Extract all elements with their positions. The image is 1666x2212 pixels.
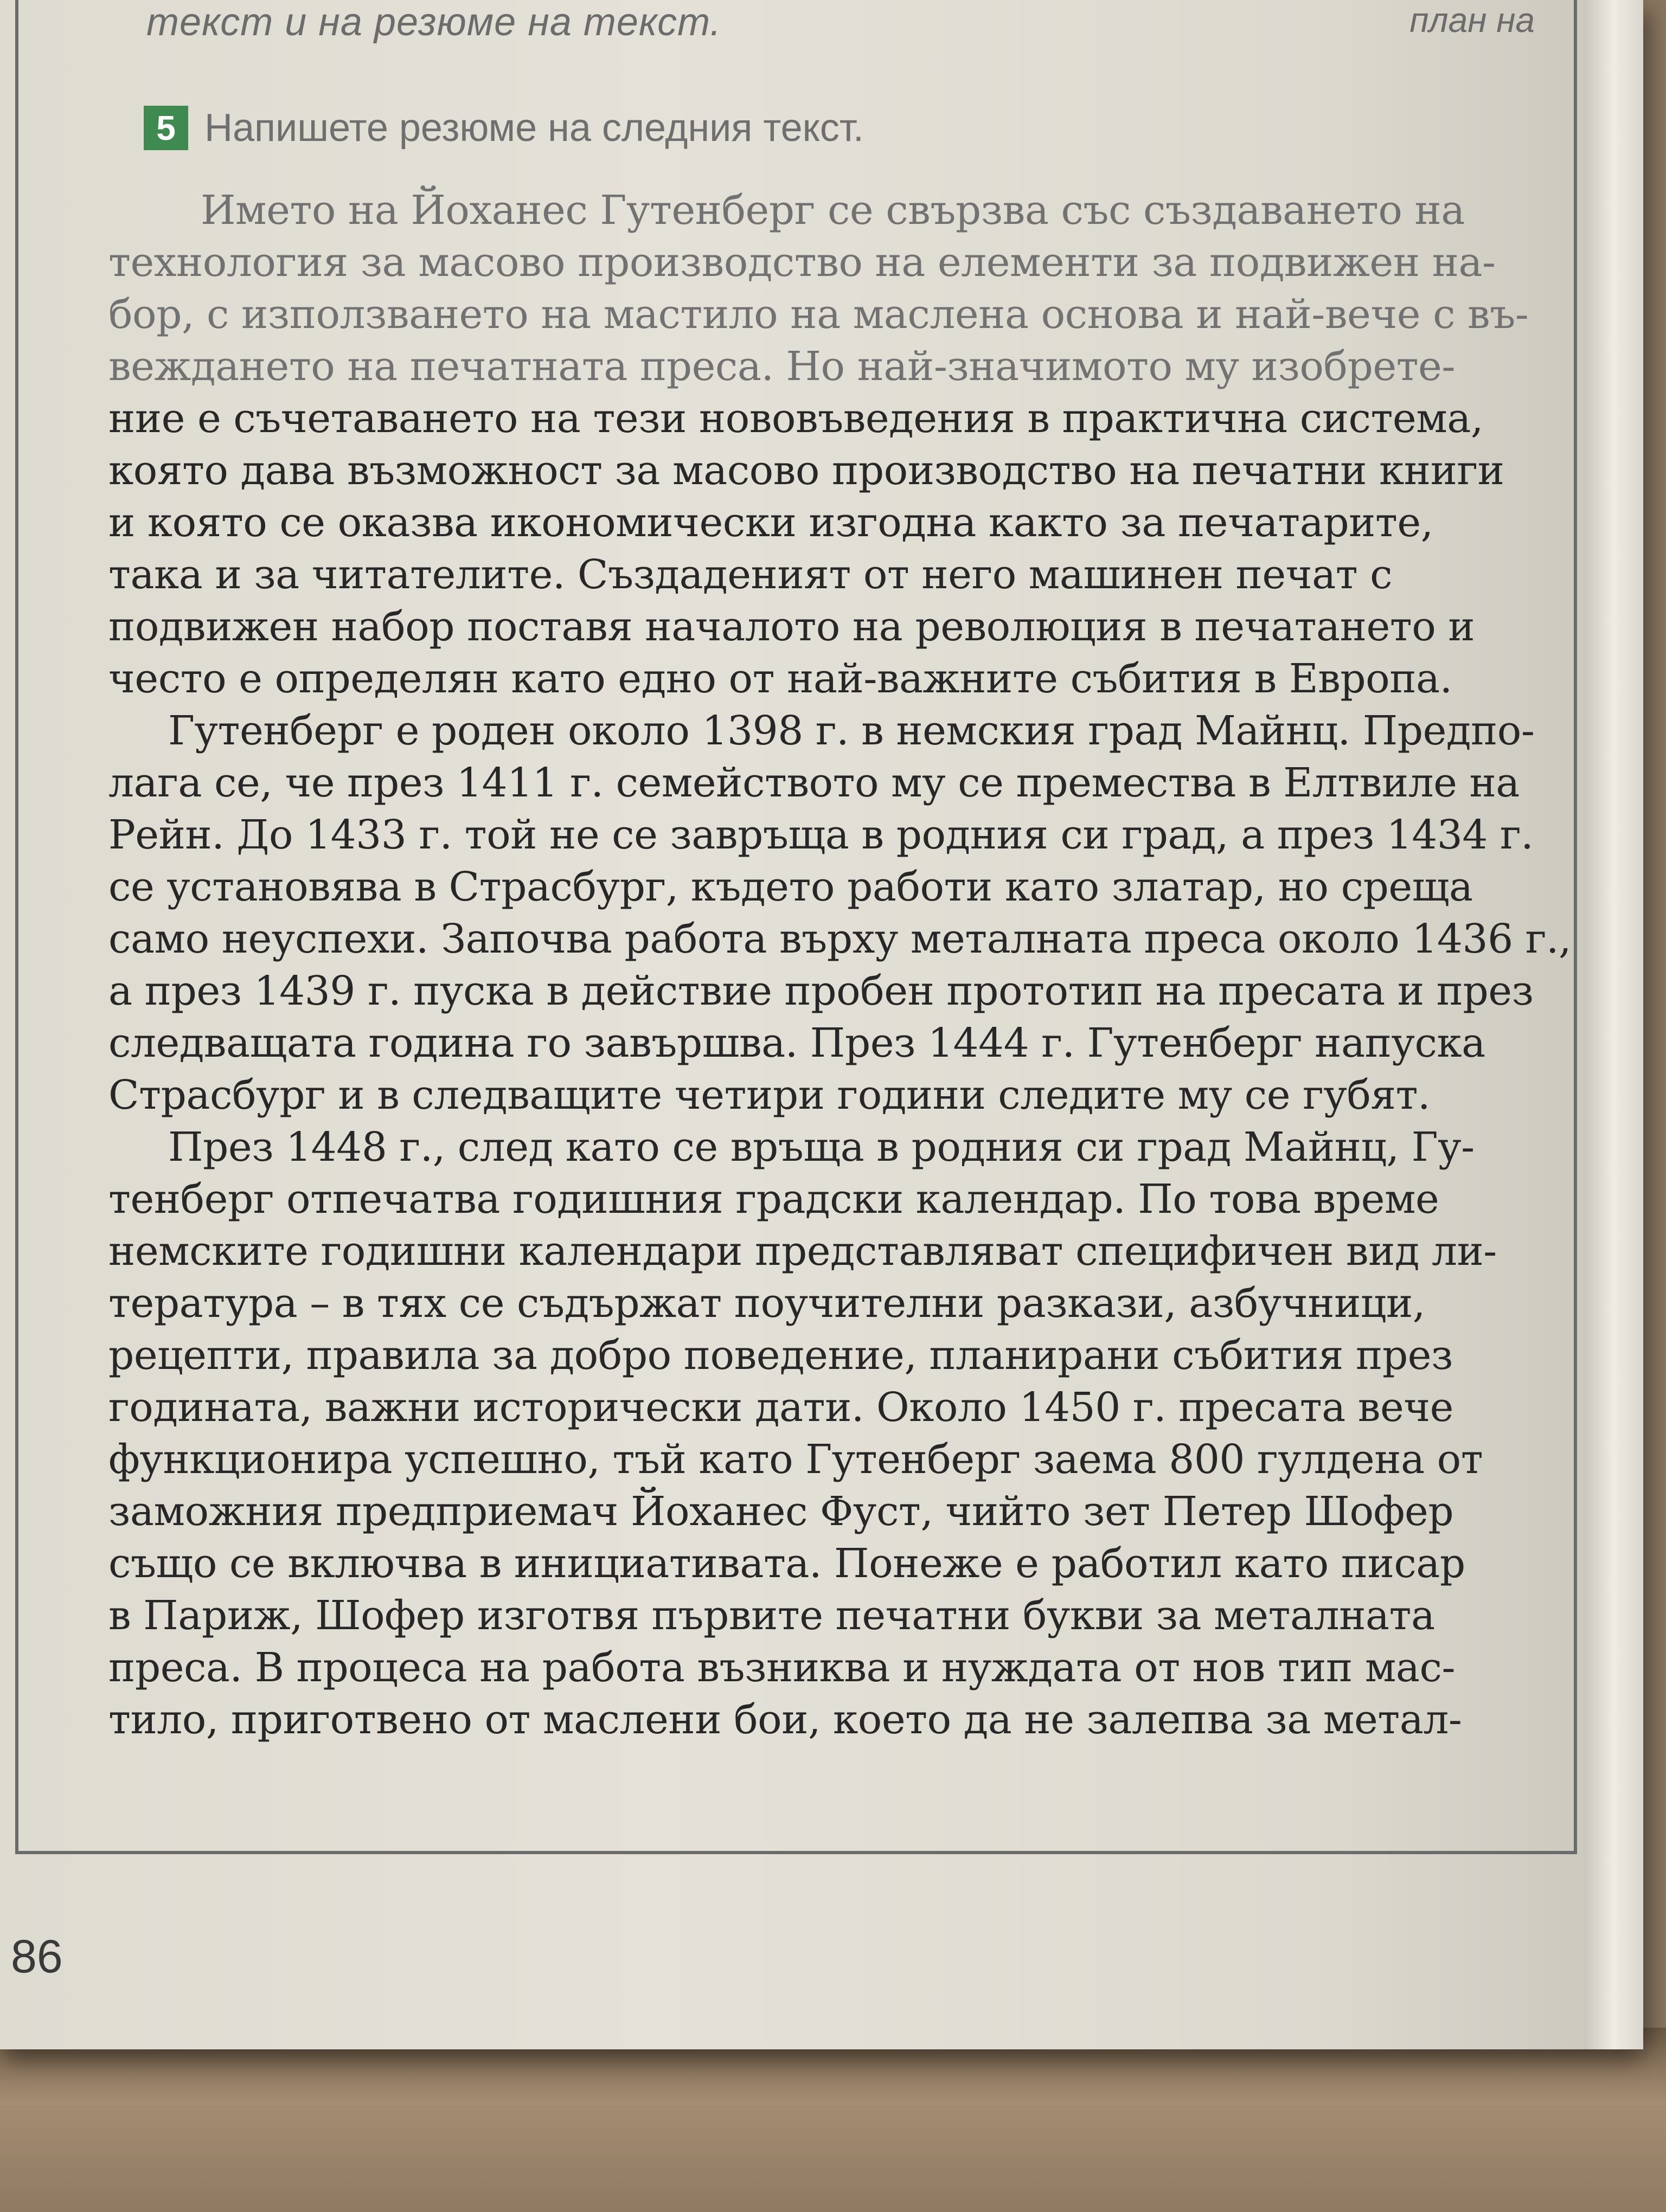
- text-line: също се включва в инициативата. Понеже е работил като писар: [108, 1540, 1465, 1587]
- text-line: годината, важни исторически дати. Около 1450 г. пресата вече: [108, 1384, 1453, 1431]
- text-line: заможния предприемач Йоханес Фуст, чийто зет Петер Шофер: [108, 1488, 1454, 1535]
- text-line: се установява в Страсбург, където работи като златар, но среща: [108, 864, 1473, 910]
- text-line: лага се, че през 1411 г. семейството му се премества в Елтвиле на: [108, 760, 1520, 806]
- text-line: тило, приготвено от маслени бои, което да не залепва за метал-: [108, 1696, 1462, 1743]
- text-line: Рейн. До 1433 г. той не се завръща в родния си град, а през 1434 г.: [108, 812, 1534, 858]
- page-number: 86: [11, 1931, 63, 1983]
- text-line: само неуспехи. Започва работа върху металната преса около 1436 г.,: [108, 916, 1572, 962]
- text-line: тенберг отпечатва годишния градски календар. По това време: [108, 1176, 1439, 1223]
- previous-task-text: текст и на резюме на текст.: [146, 1, 722, 44]
- text-line: немските годишни календари представляват специфичен вид ли-: [108, 1228, 1497, 1275]
- text-line: веждането на печатната преса. Но най-значимото му изобрете-: [108, 343, 1455, 390]
- text-line: бор, с използването на мастило на маслена основа и най-вече с въ-: [108, 291, 1529, 338]
- text-line: следващата година го завършва. През 1444 г. Гутенберг напуска: [108, 1020, 1485, 1066]
- text-line: Името на Йоханес Гутенберг се свързва със създаването на: [201, 187, 1465, 234]
- text-line: преса. В процеса на работа възниква и нуждата от нов тип мас-: [108, 1644, 1455, 1691]
- task-number-badge: 5: [144, 106, 188, 150]
- text-line: така и за читателите. Създаденият от него машинен печат с: [108, 551, 1393, 598]
- text-line: технология за масово производство на елементи за подвижен на-: [108, 239, 1496, 286]
- corner-text: план на: [1409, 1, 1535, 40]
- text-line: която дава възможност за масово производство на печатни книги: [108, 447, 1504, 494]
- text-line: През 1448 г., след като се връща в родния си град Майнц, Гу-: [168, 1124, 1475, 1171]
- text-line: Страсбург и в следващите четири години следите му се губят.: [108, 1072, 1431, 1118]
- text-line: тература – в тях се съдържат поучителни разкази, азбучници,: [108, 1280, 1425, 1327]
- text-line: а през 1439 г. пуска в действие пробен прототип на пресата и през: [108, 968, 1534, 1014]
- text-line: функционира успешно, тъй като Гутенберг заема 800 гулдена от: [108, 1436, 1483, 1483]
- task-instruction: Напишете резюме на следния текст.: [204, 106, 864, 150]
- summary-source-text: [108, 184, 1573, 1746]
- text-line: в Париж, Шофер изготвя първите печатни букви за металната: [108, 1592, 1435, 1639]
- text-line: ние е съчетаването на тези нововъведения в практична система,: [108, 395, 1483, 442]
- text-line: Гутенберг е роден около 1398 г. в немския град Майнц. Предпо-: [168, 708, 1535, 754]
- text-line: подвижен набор поставя началото на революция в печатането и: [108, 603, 1475, 650]
- text-line: и която се оказва икономически изгодна както за печатарите,: [108, 499, 1433, 546]
- page-edge: [1584, 0, 1643, 2049]
- text-line: често е определян като едно от най-важните събития в Европа.: [108, 655, 1452, 702]
- desk-background: [0, 2028, 1666, 2212]
- text-line: рецепти, правила за добро поведение, планирани събития през: [108, 1332, 1453, 1379]
- task-heading: [144, 106, 864, 150]
